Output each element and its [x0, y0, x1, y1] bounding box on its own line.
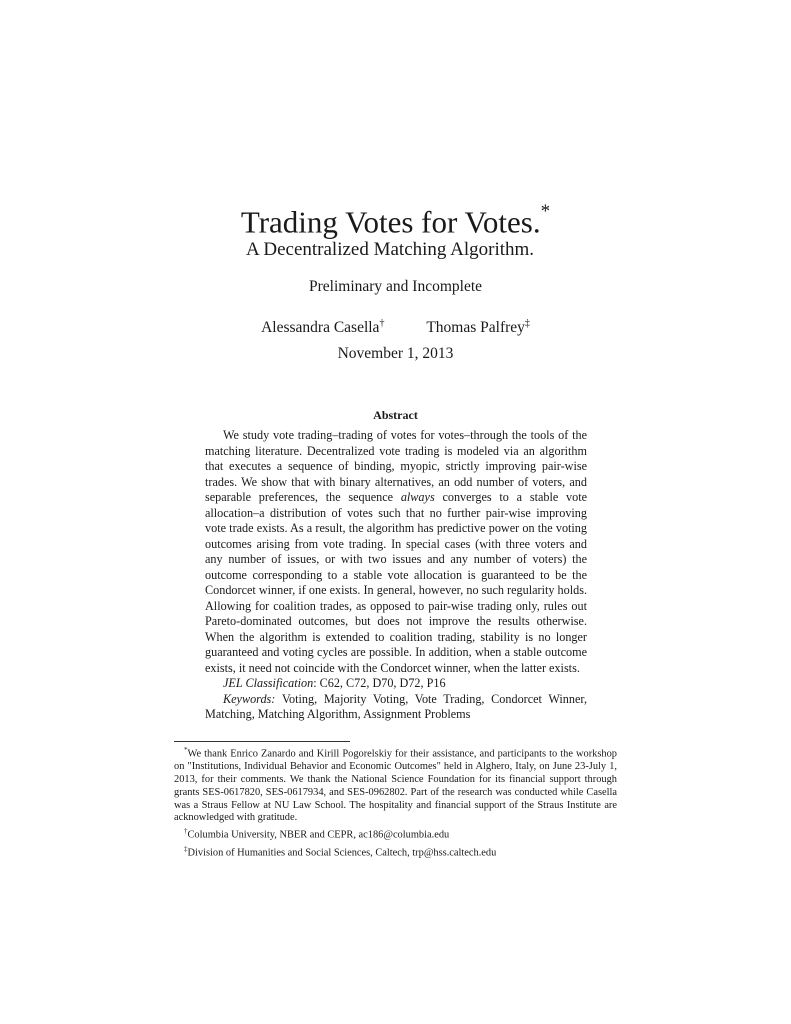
- title-text: Trading Votes for Votes.: [240, 204, 541, 240]
- author-mark: †: [379, 318, 385, 329]
- abstract-body: [205, 428, 587, 723]
- title-footnote-mark: *: [540, 201, 551, 222]
- paper-status: Preliminary and Incomplete: [308, 278, 483, 295]
- paper-subtitle: A Decentralized Matching Algorithm.: [245, 239, 535, 260]
- footnote-acknowledgments: [174, 744, 617, 825]
- abstract-text-2: converges to a stable vote allocation–a distribution of votes such that no further pair-wise improving vote trade exists. As a result, the algorithm has predictive power on the voting outcomes arising from vote trading. In special cases (with three voters and any number of issues, or with two issues and any number of voters) the outcome corresponding to a stable vote allocation is guaranteed to be the Condorcet winner, if one exists. In general, however, no such regularity holds. Allowing for coalition trades, as opposed to pair-wise trading only, rules out Pareto-dominated outcomes, but does not improve the results otherwise. When the algorithm is extended to coalition trading, stability is no longer guaranteed and voting cycles are possible. In addition, when a stable outcome exists, it need not coincide with the Condorcet winner, when the latter exists.: [205, 490, 587, 675]
- footnote-mark: ‡: [184, 844, 188, 853]
- author-name: Alessandra Casella: [261, 319, 380, 337]
- author-casella: [261, 314, 384, 338]
- abstract-text-1: We study vote trading–trading of votes for votes–through the tools of the matching literature. Decentralized vote trading is modeled via an algorithm that executes a sequence of binding, myopic, strictly improving pair-wise trades. We show that with binary alternatives, an odd number of voters, and separable preferences, the sequence: [205, 428, 587, 504]
- author-palfrey: [426, 314, 530, 338]
- footnotes: [174, 744, 617, 860]
- paper-title: [0, 196, 791, 242]
- keywords-value: Voting, Majority Voting, Vote Trading, Condorcet Winner, Matching, Matching Algorithm, Assignment Problems: [205, 691, 587, 721]
- footnote-text: Columbia University, NBER and CEPR, ac186@columbia.edu: [187, 829, 450, 841]
- footnote-mark: *: [184, 746, 188, 754]
- footnote-text: Division of Humanities and Social Sciences, Caltech, trp@hss.caltech.edu: [187, 846, 497, 858]
- jel-value: : C62, C72, D70, D72, P16: [313, 676, 446, 690]
- abstract-emphasis: always: [400, 490, 435, 504]
- keywords-label: Keywords:: [223, 691, 276, 706]
- author-list: [0, 314, 791, 338]
- abstract-heading: Abstract: [373, 408, 418, 422]
- footnote-rule: [174, 741, 350, 742]
- author-name: Thomas Palfrey: [426, 319, 525, 337]
- footnote-text: We thank Enrico Zanardo and Kirill Pogorelskiy for their assistance, and participants to the workshop on "Institutions, Individual Behavior and Economic Outcomes" held in Alghero, Italy, on June 23-July 1, 2013, for their comments. We thank the National Science Foundation for its financial support through grants SES-0617820, SES-0617934, and SES-0962802. Part of the research was conducted while Casella was a Straus Fellow at NU Law School. The hospitality and financial support of the Straus Institute are acknowledged with gratitude.: [174, 748, 617, 824]
- jel-label: JEL Classification: [223, 676, 314, 690]
- abstract-paragraph: [205, 428, 587, 676]
- paper-date: November 1, 2013: [337, 345, 454, 362]
- footnote-mark: †: [184, 827, 188, 836]
- jel-classification: [205, 676, 587, 692]
- footnote-palfrey: [174, 843, 617, 860]
- author-mark: ‡: [524, 318, 530, 329]
- footnote-casella: [174, 825, 617, 842]
- keywords: [205, 692, 587, 723]
